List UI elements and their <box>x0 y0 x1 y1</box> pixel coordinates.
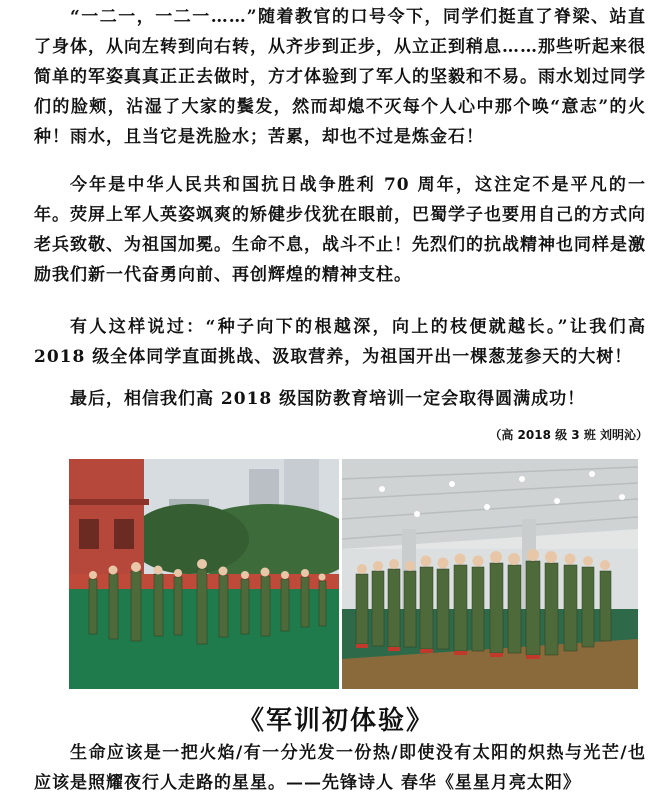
article-paragraph-4: 最后，相信我们高 2018 级国防教育培训一定会取得圆满成功！ <box>70 389 586 409</box>
article-paragraph-2: 今年是中华人民共和国抗日战争胜利 70 周年，这注定不是平凡的一年。荧屏上军人英姿飒爽的矫健步伐犹在眼前，巴蜀学子也要用自己的方式向老兵致敬、为祖国加冕。生命不息，战斗不止！先烈们的抗战精神也同样是激励我们新一代奋勇向前、再创辉煌的精神支柱。 <box>34 175 646 285</box>
section-title: 《军训初体验》 <box>237 706 434 736</box>
author-signature: （高 2018 级 3 班 刘明沁） <box>489 428 648 442</box>
outdoor-marching-illustration <box>69 459 339 689</box>
article-paragraph-1: “一二一，一二一……”随着教官的口号令下，同学们挺直了脊梁、站直了身体，从向左转到向右转，从齐步到正步，从立正到稍息……那些听起来很简单的军姿真真正正去做时，方才体验到了军人的坚毅和不易。雨水划过同学们的脸颊，沾湿了大家的鬓发，然而却熄不灭每个人心中那个唤“意志”的火种！雨水，且当它是洗脸水；苦累，却也不过是炼金石！ <box>34 7 646 147</box>
outdoor-marching-photo <box>69 459 339 689</box>
article-paragraph-3: 有人这样说过：“种子向下的根越深，向上的枝便就越长。”让我们高 2018 级全体同学直面挑战、汲取营养，为祖国开出一棵葱茏参天的大树！ <box>34 317 646 367</box>
poem-quote: 生命应该是一把火焰/有一分光发一份热/即使没有太阳的炽热与光芒/也应该是照耀夜行人走路的星星。——先锋诗人 春华《星星月亮太阳》 <box>34 743 646 793</box>
indoor-salute-photo <box>342 459 638 689</box>
indoor-salute-illustration <box>342 459 638 689</box>
